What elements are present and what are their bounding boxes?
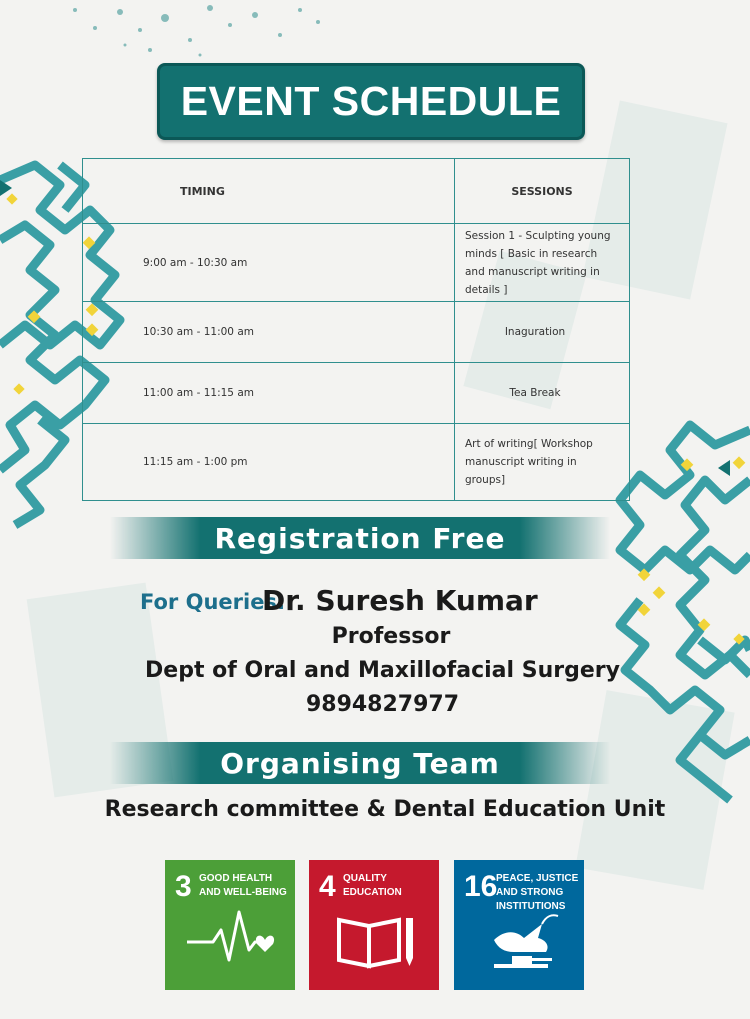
table-row	[83, 424, 630, 501]
sdg-3-tile	[165, 860, 295, 990]
row-session: Art of writing[ Workshop manuscript writing in groups]	[455, 424, 630, 501]
contact-designation: Professor	[331, 624, 451, 649]
table-header-row	[83, 159, 630, 224]
table-row	[83, 302, 630, 363]
contact-name: Dr. Suresh Kumar	[262, 584, 538, 617]
organising-team-text: Research committee & Dental Education Unit	[104, 797, 666, 822]
sdg-label: PEACE, JUSTICE AND STRONG INSTITUTIONS	[496, 873, 579, 912]
sdg-16-tile	[454, 860, 584, 990]
row-session: Session 1 - Sculpting young minds [ Basic in research and manuscript writing in details ]	[455, 224, 630, 302]
timing-header: TIMING	[83, 159, 455, 224]
registration-banner	[110, 517, 610, 559]
event-schedule-title	[157, 63, 585, 140]
title-text: EVENT SCHEDULE	[180, 78, 562, 124]
sdg-label: QUALITY EDUCATION	[343, 873, 402, 898]
row-time: 11:00 am - 11:15 am	[83, 363, 455, 424]
contact-department: Dept of Oral and Maxillofacial Surgery	[145, 658, 620, 683]
row-time: 10:30 am - 11:00 am	[83, 302, 455, 363]
table-row	[83, 363, 630, 424]
book-pencil-icon	[309, 860, 439, 990]
sdg-number: 3	[175, 870, 192, 903]
dove-gavel-icon	[454, 860, 584, 990]
sdg-number: 16	[464, 870, 498, 903]
heartbeat-icon	[165, 860, 295, 990]
row-session: Tea Break	[455, 363, 630, 424]
row-time: 11:15 am - 1:00 pm	[83, 424, 455, 501]
sdg-label: GOOD HEALTH AND WELL-BEING	[199, 873, 287, 898]
schedule-table	[82, 158, 630, 501]
organising-banner	[110, 742, 610, 784]
registration-text: Registration Free	[214, 521, 506, 555]
queries-label: For Queries:	[140, 590, 286, 614]
row-session: Inaguration	[455, 302, 630, 363]
sdg-number: 4	[319, 870, 336, 903]
contact-phone: 9894827977	[305, 692, 460, 717]
sdg-4-tile	[309, 860, 439, 990]
table-row	[83, 224, 630, 302]
row-time: 9:00 am - 10:30 am	[83, 224, 455, 302]
organising-heading: Organising Team	[220, 746, 500, 780]
sessions-header: SESSIONS	[455, 159, 630, 224]
